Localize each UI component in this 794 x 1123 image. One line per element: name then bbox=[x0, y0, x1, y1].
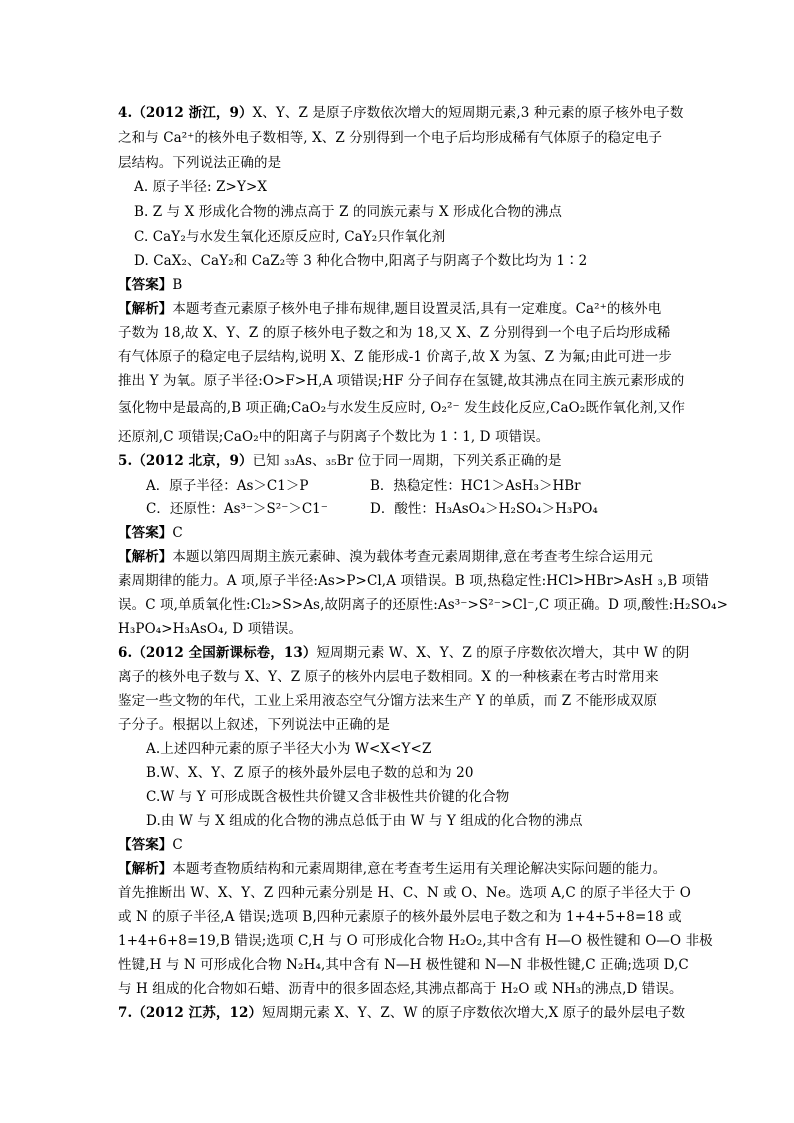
q4-header: 4.（2012 浙江，9） bbox=[118, 105, 253, 121]
q7-stem: 短周期元素 X、Y、Z、W 的原子序数依次增大,X 原子的最外层电子数 bbox=[262, 1005, 686, 1021]
analysis-label: 【解析】 bbox=[118, 549, 173, 565]
q4-analysis-1: 【解析】本题考查元素原子核外电子排布规律,题目设置灵活,具有一定难度。Ca²⁺的核外电 bbox=[118, 301, 662, 317]
q4-line-1 bbox=[118, 104, 683, 122]
q5-stem: 已知 ₃₃As、₃₅Br 位于同一周期，下列关系正确的是 bbox=[252, 453, 562, 469]
q4-stem-1: X、Y、Z 是原子序数依次增大的短周期元素,3 种元素的原子核外电子数 bbox=[252, 105, 684, 121]
q4-stem-2: 之和与 Ca²⁺的核外电子数相等, X、Z 分别得到一个电子后均形成稀有气体原子的稳定电子 bbox=[118, 130, 663, 146]
q4-analysis-5: 氢化物中是最高的,B 项正确;CaO₂与水发生反应时, O₂²⁻ 发生歧化反应,CaO₂既作氧化剂,又作 bbox=[118, 400, 685, 416]
q5-option-c: C．还原性：As³⁻＞S²⁻＞C1⁻ bbox=[146, 501, 328, 517]
q5-option-d: D．酸性：H₃AsO₄＞H₂SO₄＞H₃PO₄ bbox=[370, 501, 598, 517]
q7-line-1 bbox=[118, 1004, 685, 1022]
q4-option-d: D. CaX₂、CaY₂和 CaZ₂等 3 种化合物中,阳离子与阴离子个数比均为 1∶2 bbox=[134, 253, 588, 269]
q6-option-b: B.W、X、Y、Z 原子的核外最外层电子数的总和为 20 bbox=[146, 765, 474, 781]
q4-answer bbox=[118, 276, 182, 294]
q6-stem-1: 短周期元素 W、X、Y、Z 的原子序数依次增大，其中 W 的阴 bbox=[316, 645, 690, 661]
q6-analysis-6: 与 H 组成的化合物如石蜡、沥青中的很多固态烃,其沸点都高于 H₂O 或 NH₃的沸点,D 错误。 bbox=[118, 981, 683, 997]
q6-analysis-5: 性键,H 与 N 可形成化合物 N₂H₄,其中含有 N—H 极性键和 N—N 非极性键,C 正确;选项 D,C bbox=[118, 957, 689, 973]
q4-analysis-6: 还原剂,C 项错误;CaO₂中的阳离子与阴离子个数比为 1∶1, D 项错误。 bbox=[118, 429, 550, 445]
answer-value: C bbox=[172, 837, 183, 853]
q6-answer bbox=[118, 836, 183, 854]
q5-analysis-3: 误。C 项,单质氧化性:Cl₂>S>As,故阴离子的还原性:As³⁻>S²⁻>Cl⁻,C 项正确。D 项,酸性:H₂SO₄> bbox=[118, 597, 729, 613]
q5-analysis-4: H₃PO₄>H₃AsO₄, D 项错误。 bbox=[118, 621, 303, 637]
q5-line-1 bbox=[118, 452, 562, 470]
q7-header: 7.（2012 江苏，12） bbox=[118, 1005, 263, 1021]
q6-analysis-2: 首先推断出 W、X、Y、Z 四种元素分别是 H、C、N 或 O、Ne。选项 A,C 的原子半径大于 O bbox=[118, 885, 691, 901]
q6-option-d: D.由 W 与 X 组成的化合物的沸点总低于由 W 与 Y 组成的化合物的沸点 bbox=[146, 813, 583, 829]
q4-option-c: C. CaY₂与水发生氧化还原反应时, CaY₂只作氧化剂 bbox=[134, 229, 446, 245]
q5-analysis-2: 素周期律的能力。A 项,原子半径:As>P>Cl,A 项错误。B 项,热稳定性:HCl>HBr>AsH ₃,B 项错 bbox=[118, 573, 709, 589]
q4-analysis-4: 推出 Y 为氧。原子半径:O>F>H,A 项错误;HF 分子间存在氢键,故其沸点在同主族元素形成的 bbox=[118, 373, 685, 389]
q5-option-a: A．原子半径：As＞C1＞P bbox=[146, 478, 309, 494]
answer-label: 【答案】 bbox=[118, 277, 173, 293]
q6-analysis-3: 或 N 的原子半径,A 错误;选项 B,四种元素原子的核外最外层电子数之和为 1+4+5+8=18 或 bbox=[118, 909, 682, 925]
q5-analysis-1: 【解析】本题以第四周期主族元素砷、溴为载体考查元素周期律,意在考查考生综合运用元 bbox=[118, 549, 653, 565]
q6-stem-2: 离子的核外电子数与 X、Y、Z 原子的核外内层电子数相同。X 的一种核素在考古时常用来 bbox=[118, 669, 659, 685]
answer-value: B bbox=[172, 277, 183, 293]
answer-label: 【答案】 bbox=[118, 837, 173, 853]
q5-header: 5.（2012 北京，9） bbox=[118, 453, 253, 469]
q5-option-b: B．热稳定性：HC1＞AsH₃＞HBr bbox=[370, 478, 581, 494]
q4-analysis-2: 子数为 18,故 X、Y、Z 的原子核外电子数之和为 18,又 X、Z 分别得到一个电子后均形成稀 bbox=[118, 325, 671, 341]
answer-label: 【答案】 bbox=[118, 525, 173, 541]
q6-option-c: C.W 与 Y 可形成既含极性共价键又含非极性共价键的化合物 bbox=[146, 789, 510, 805]
q6-analysis-1: 【解析】本题考查物质结构和元素周期律,意在考查考生运用有关理论解决实际问题的能力。 bbox=[118, 861, 667, 877]
q6-analysis-4: 1+4+6+8=19,B 错误;选项 C,H 与 O 可形成化合物 H₂O₂,其中含有 H—O 极性键和 O—O 非极 bbox=[118, 933, 713, 949]
q4-option-a: A. 原子半径: Z>Y>X bbox=[134, 179, 268, 195]
q4-option-b: B. Z 与 X 形成化合物的沸点高于 Z 的同族元素与 X 形成化合物的沸点 bbox=[134, 204, 562, 220]
q6-header: 6.（2012 全国新课标卷，13） bbox=[118, 645, 317, 661]
q6-option-a: A.上述四种元素的原子半径大小为 W<X<Y<Z bbox=[146, 741, 432, 757]
q6-stem-3: 鉴定一些文物的年代，工业上采用液态空气分馏方法来生产 Y 的单质，而 Z 不能形成双原 bbox=[118, 693, 658, 709]
q6-stem-4: 子分子。根据以上叙述，下列说法中正确的是 bbox=[118, 717, 390, 733]
q4-stem-3: 层结构。下列说法正确的是 bbox=[118, 155, 282, 171]
answer-value: C bbox=[172, 525, 183, 541]
q5-answer bbox=[118, 524, 183, 542]
q6-line-1 bbox=[118, 644, 689, 662]
q4-analysis-3: 有气体原子的稳定电子层结构,说明 X、Z 能形成-1 价离子,故 X 为氢、Z 为氟;由此可进一步 bbox=[118, 349, 672, 365]
analysis-label: 【解析】 bbox=[118, 861, 173, 877]
analysis-label: 【解析】 bbox=[118, 301, 173, 317]
